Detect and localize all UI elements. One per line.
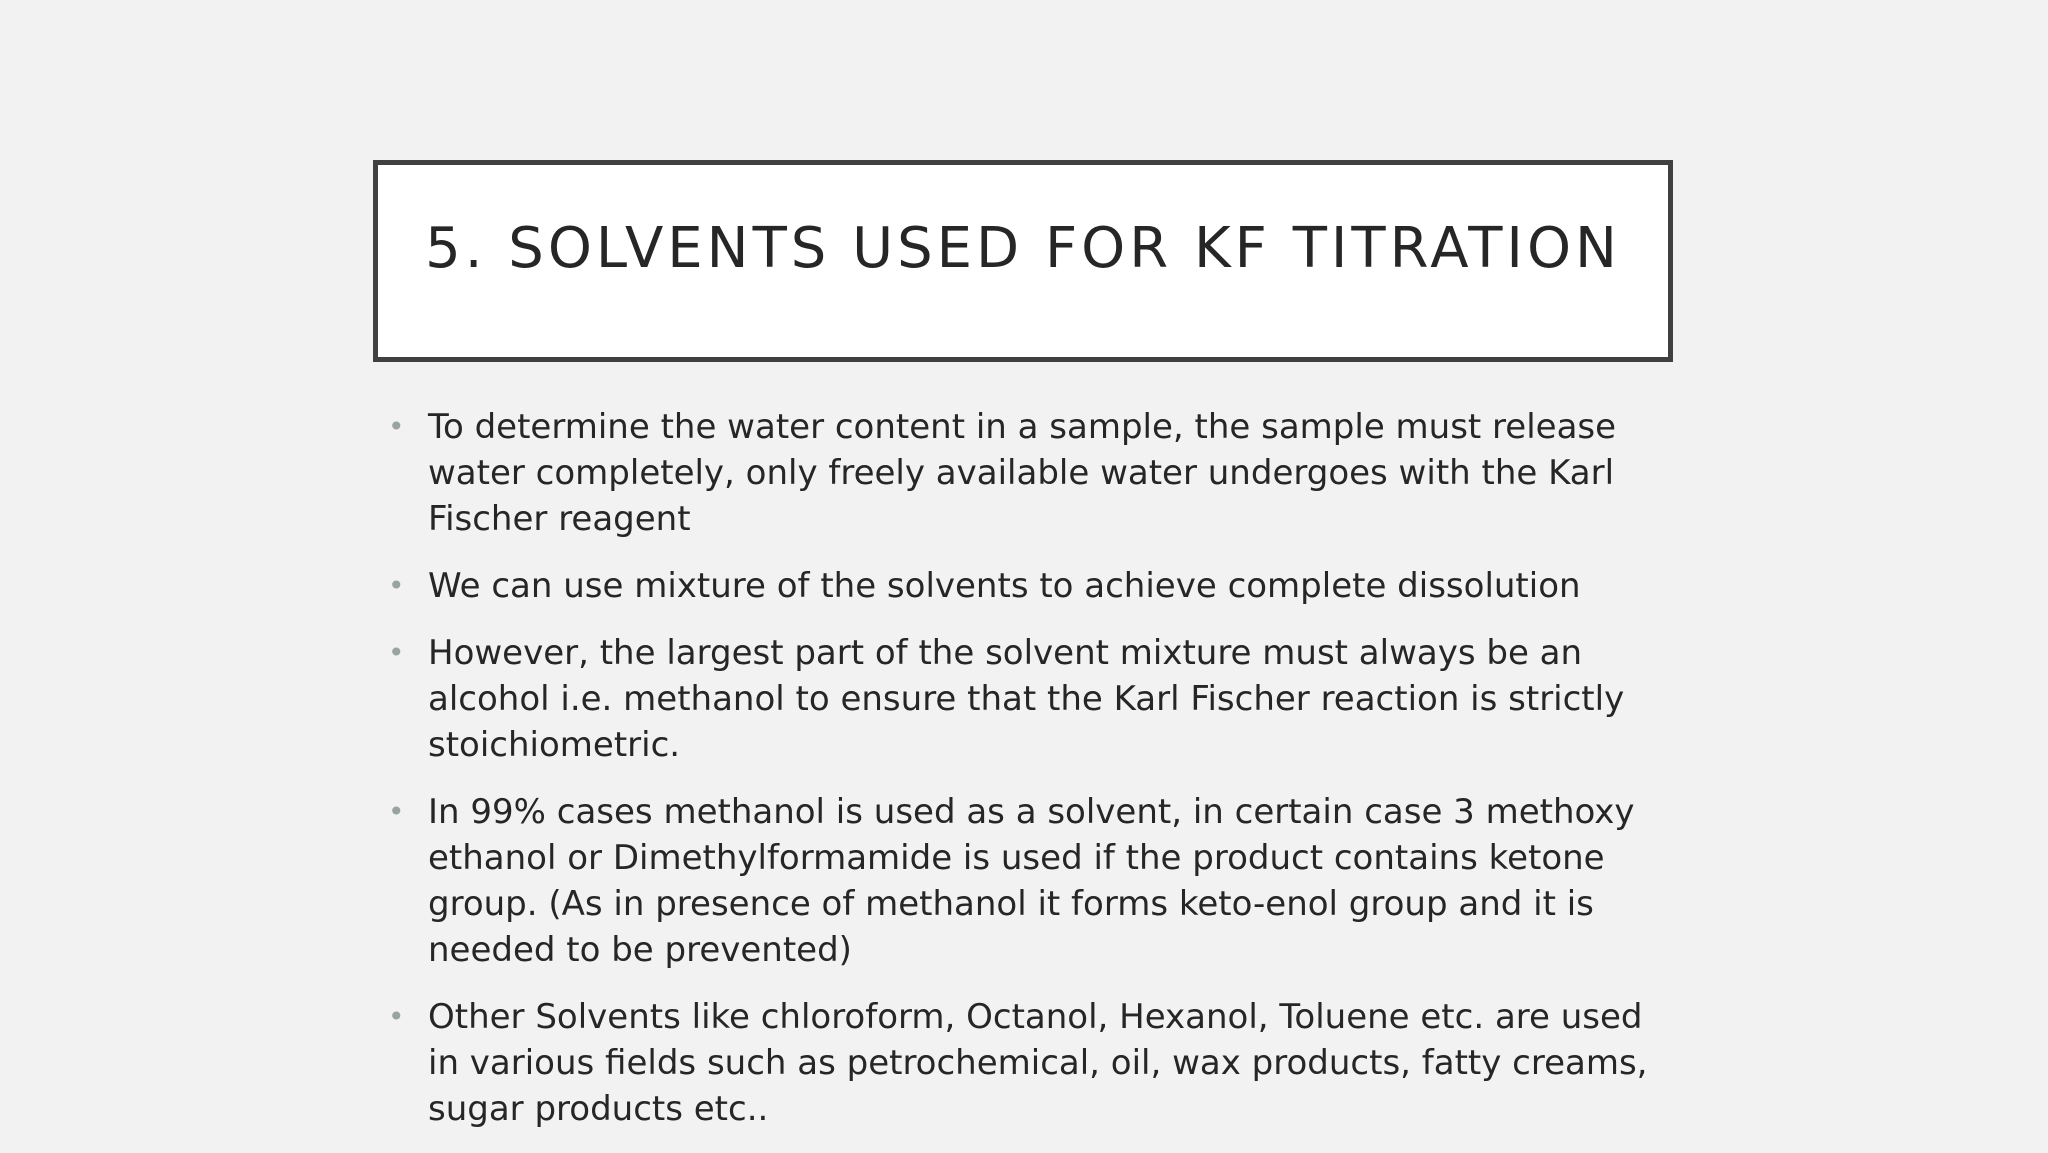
bullet-text: In 99% cases methanol is used as a solvent, in certain case 3 methoxy ethanol or Dimethylformamide is used if the product contains ketone group. (As in presence of methanol it forms keto-enol group and it is needed to be prevented) <box>428 792 1635 970</box>
bullet-item <box>388 563 1668 609</box>
bullet-item <box>388 789 1668 973</box>
bullet-icon: • <box>388 636 405 669</box>
bullet-list <box>388 404 1668 1153</box>
bullet-icon: • <box>388 1000 405 1033</box>
bullet-item <box>388 404 1668 542</box>
bullet-item <box>388 630 1668 768</box>
bullet-icon: • <box>388 410 405 443</box>
bullet-icon: • <box>388 569 405 602</box>
bullet-icon: • <box>388 795 405 828</box>
slide-title: 5. SOLVENTS USED FOR KF TITRATION <box>425 216 1621 281</box>
bullet-text: We can use mixture of the solvents to achieve complete dissolution <box>428 566 1581 606</box>
bullet-text: However, the largest part of the solvent mixture must always be an alcohol i.e. methanol to ensure that the Karl Fischer reaction is strictly stoichiometric. <box>428 633 1625 765</box>
title-box <box>373 160 1673 362</box>
bullet-text: Other Solvents like chloroform, Octanol, Hexanol, Toluene etc. are used in various fields such as petrochemical, oil, wax products, fatty creams, sugar products etc.. <box>428 997 1648 1129</box>
bullet-item <box>388 994 1668 1132</box>
bullet-text: To determine the water content in a sample, the sample must release water completely, only freely available water undergoes with the Karl Fischer reagent <box>428 407 1617 539</box>
